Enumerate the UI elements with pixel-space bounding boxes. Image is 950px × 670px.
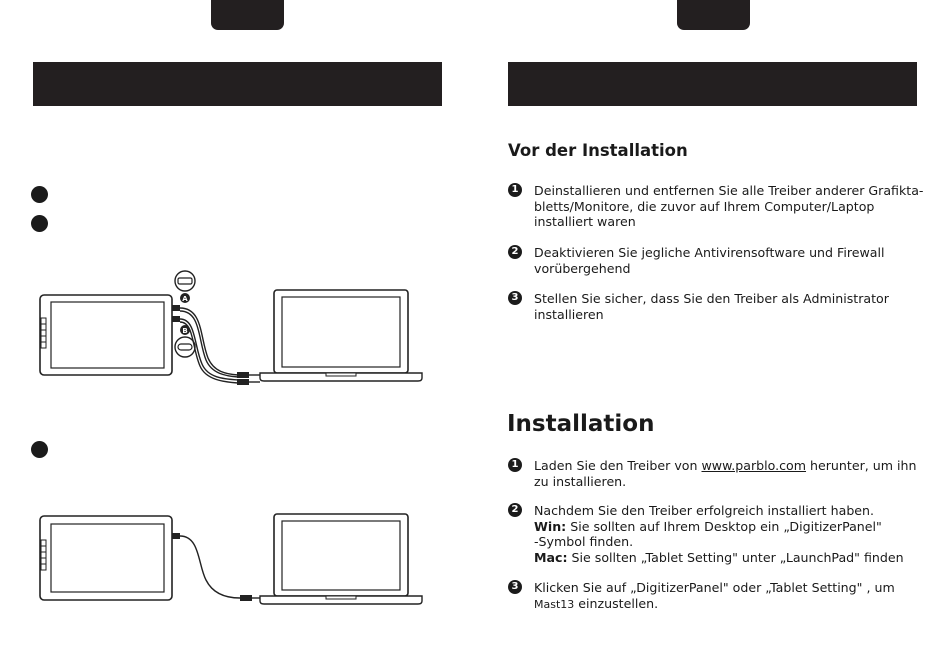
before-item-1-line-2: bletts/Monitore, die zuvor auf Ihrem Computer/Laptop <box>534 198 875 214</box>
laptop-screen <box>282 297 400 367</box>
install-item-3 <box>508 580 928 612</box>
before-item-2-line-2: vorübergehend <box>534 260 631 276</box>
left-page-tab <box>211 0 284 30</box>
number-badge-2: 2 <box>508 245 522 259</box>
before-item-1-line-1: Deinstallieren und entfernen Sie alle Treiber anderer Grafikta- <box>534 183 924 198</box>
tablet-screen <box>51 302 164 368</box>
install-item-2-mac: Mac: Sie sollten „Tablet Setting" unter „LaunchPad" finden <box>534 549 904 565</box>
right-header-bar <box>508 62 917 106</box>
install-item-2-line-1: Nachdem Sie den Treiber erfolgreich installiert haben. <box>534 503 875 518</box>
install-item-2-win-line-2: -Symbol finden. <box>534 534 634 549</box>
before-item-3-line-2: installieren <box>534 306 604 322</box>
tablet-screen <box>51 524 164 592</box>
install-item-1 <box>508 458 928 489</box>
left-bullet-1 <box>31 186 48 203</box>
before-item-2 <box>508 245 928 276</box>
before-item-2-line-1: Deaktivieren Sie jegliche Antivirensoftware und Firewall <box>534 245 885 260</box>
installation-heading: Installation <box>507 411 655 437</box>
mac-label: Mac: <box>534 549 568 565</box>
win-label: Win: <box>534 518 567 534</box>
connection-diagram-dual-cable <box>38 268 428 386</box>
before-installation-heading: Vor der Installation <box>508 141 688 160</box>
install-item-2 <box>508 503 928 565</box>
number-badge-3: 3 <box>508 291 522 305</box>
parblo-website-link[interactable]: www.parblo.com <box>701 458 807 473</box>
left-bullet-2 <box>31 215 48 232</box>
number-badge-3: 3 <box>508 580 522 594</box>
install-item-1-line-1: Laden Sie den Treiber von www.parblo.com herunter, um ihn <box>534 458 917 473</box>
before-item-1-line-3: installiert waren <box>534 214 636 229</box>
install-item-3-line-2: Mast13 einzustellen. <box>534 595 659 611</box>
before-item-3-line-1: Stellen Sie sicher, dass Sie den Treiber als Administrator <box>534 291 889 306</box>
port-b-label: B <box>182 327 188 335</box>
left-header-bar <box>33 62 442 106</box>
install-item-1-line-2: zu installieren. <box>534 473 627 489</box>
number-badge-1: 1 <box>508 458 522 472</box>
port-a-label: A <box>182 295 188 303</box>
usb-c-cable <box>180 536 240 598</box>
connection-diagram-single-cable <box>38 510 428 606</box>
before-item-1 <box>508 183 928 230</box>
number-badge-2: 2 <box>508 503 522 517</box>
right-page-tab <box>677 0 750 30</box>
install-item-3-line-1: Klicken Sie auf „DigitizerPanel" oder „Tablet Setting" , um <box>534 580 895 595</box>
install-item-2-win: Win: Sie sollten auf Ihrem Desktop ein „DigitizerPanel" <box>534 518 882 534</box>
left-bullet-3 <box>31 441 48 458</box>
before-item-3 <box>508 291 928 322</box>
model-name: Mast13 <box>534 597 575 611</box>
laptop-screen <box>282 521 400 590</box>
number-badge-1: 1 <box>508 183 522 197</box>
